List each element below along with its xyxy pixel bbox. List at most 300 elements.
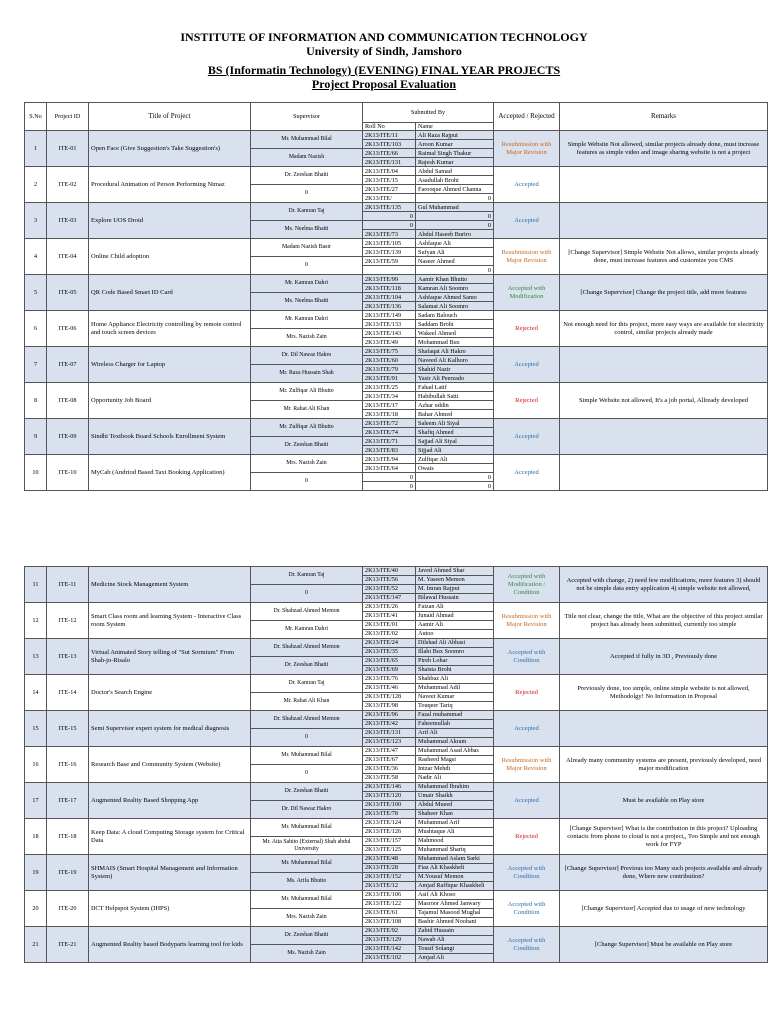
row-co-supervisor: Mr. Rahat Ali Khan xyxy=(251,693,363,711)
student-name: Shafaqat Ali Hakro xyxy=(416,347,494,356)
row-supervisor: Dr. Kamran Taj xyxy=(251,675,363,693)
row-status: Accepted with Condition xyxy=(494,639,560,675)
student-roll-no: 2K13/ITE/99 xyxy=(363,275,416,284)
row-project-title: IICT Helpspot System (IHPS) xyxy=(89,891,251,927)
col-title: Title of Project xyxy=(89,103,251,131)
student-name: Faheemullah xyxy=(416,720,494,729)
row-project-title: Doctor's Search Engine xyxy=(89,675,251,711)
student-name: Zulfiqar Ali xyxy=(416,455,494,464)
row-supervisor: Dr. Kamran Taj xyxy=(251,567,363,585)
row-status: Rejected xyxy=(494,675,560,711)
student-name: Wakeel Ahmed xyxy=(416,329,494,338)
row-supervisor: Mr. Zulfiqar Ali Bhutto xyxy=(251,383,363,401)
row-sno: 1 xyxy=(25,131,47,167)
student-name: Muhammad Aslam Sarki xyxy=(416,855,494,864)
student-name: Gul Muhammad xyxy=(416,203,494,212)
student-name: Nawab Ali xyxy=(416,936,494,945)
student-roll-no: 2K13/ITE/48 xyxy=(363,855,416,864)
student-name: Abdul Samad xyxy=(416,167,494,176)
row-project-title: Smart Class room and learning System - Interactive Class room System xyxy=(89,603,251,639)
student-roll-no: 2K13/ITE/125 xyxy=(363,846,416,855)
student-name: 0 xyxy=(416,221,494,230)
student-name: Junaid Ahmad xyxy=(416,612,494,621)
student-roll-no: 2K13/ITE/35 xyxy=(363,648,416,657)
row-project-title: Virtual Animated Story telling of "Sut Sormium" From Shah-jo-Risalo xyxy=(89,639,251,675)
row-co-supervisor: Mr. Atta Sahito (External) Shah abdul University xyxy=(251,837,363,855)
row-status: Accepted with Condition xyxy=(494,855,560,891)
row-supervisor: Mr. Muhammad Bilal xyxy=(251,819,363,837)
student-roll-no: 2K13/ITE/78 xyxy=(363,810,416,819)
student-roll-no: 2K13/ITE/36 xyxy=(363,765,416,774)
row-project-id: ITE-15 xyxy=(47,711,89,747)
student-roll-no: 2K13/ITE/139 xyxy=(363,248,416,257)
student-name: Abdul Mueed xyxy=(416,801,494,810)
student-name: Nadir Ali xyxy=(416,774,494,783)
row-supervisor: Mr. Muhammad Bilal xyxy=(251,891,363,909)
row-project-title: Augmented Reality based Bodyparts learning tool for kids xyxy=(89,927,251,963)
student-name: Arif Ali xyxy=(416,729,494,738)
row-co-supervisor: Ms. Neelma Bhatti xyxy=(251,221,363,239)
row-supervisor: Dr. Shahzad Ahmed Memon xyxy=(251,603,363,621)
row-project-title: SHMAIS (Smart Hospital Management and Information System) xyxy=(89,855,251,891)
student-name: Aamir Khan Bhutto xyxy=(416,275,494,284)
table-row xyxy=(25,891,768,900)
student-name: Azhar uddin xyxy=(416,401,494,410)
student-name: Shaheer Khan xyxy=(416,810,494,819)
row-sno: 3 xyxy=(25,203,47,239)
student-name: Aamir Ali xyxy=(416,621,494,630)
row-co-supervisor: Mr. Kamran Dahri xyxy=(251,621,363,639)
student-name: M.Yousuf Memon xyxy=(416,873,494,882)
row-co-supervisor: Mr. Rahat Ali Khan xyxy=(251,401,363,419)
student-roll-no: 2K13/ITE/01 xyxy=(363,621,416,630)
row-co-supervisor: Dr. Zeeshan Bhatti xyxy=(251,437,363,455)
row-status: Accepted with Modification xyxy=(494,275,560,311)
table-row xyxy=(25,311,768,320)
row-status: Rejected xyxy=(494,311,560,347)
student-roll-no: 2K13/ITE/105 xyxy=(363,239,416,248)
student-name: Ali Raza Rajput xyxy=(416,131,494,140)
row-project-id: ITE-12 xyxy=(47,603,89,639)
student-roll-no: 2K13/ITE/27 xyxy=(363,185,416,194)
student-name: Saddam Brohi xyxy=(416,320,494,329)
row-remarks xyxy=(560,419,768,455)
row-co-supervisor: 0 xyxy=(251,185,363,203)
row-co-supervisor: Ms. Arifa Bhutto xyxy=(251,873,363,891)
student-roll-no: 2K13/ITE/131 xyxy=(363,729,416,738)
row-project-id: ITE-11 xyxy=(47,567,89,603)
table-row xyxy=(25,819,768,828)
row-supervisor: Dr. Zeeshan Bhatti xyxy=(251,167,363,185)
student-roll-no: 2K13/ITE/66 xyxy=(363,149,416,158)
student-roll-no: 2K13/ITE/157 xyxy=(363,837,416,846)
student-roll-no: 2K13/ITE/59 xyxy=(363,257,416,266)
row-supervisor: Dr. Zeeshan Bhatti xyxy=(251,783,363,801)
student-roll-no: 2K13/ITE/124 xyxy=(363,819,416,828)
row-project-title: Research Base and Community System (Website) xyxy=(89,747,251,783)
student-roll-no: 2K13/ITE/72 xyxy=(363,419,416,428)
student-roll-no: 2K13/ITE/129 xyxy=(363,936,416,945)
row-project-id: ITE-02 xyxy=(47,167,89,203)
student-roll-no: 0 xyxy=(363,482,416,491)
row-supervisor: Mr. Muhammad Bilal xyxy=(251,855,363,873)
table-row xyxy=(25,567,768,576)
row-co-supervisor: Mrs. Nazish Zain xyxy=(251,329,363,347)
row-project-id: ITE-07 xyxy=(47,347,89,383)
col-name: Name xyxy=(416,123,494,131)
student-roll-no: 2K13/ITE/79 xyxy=(363,365,416,374)
row-status: Accepted xyxy=(494,347,560,383)
row-status: Resubmission with Major Revision xyxy=(494,603,560,639)
table-row xyxy=(25,347,768,356)
student-roll-no xyxy=(363,266,416,275)
row-remarks xyxy=(560,203,768,239)
row-status: Accepted with Condition xyxy=(494,927,560,963)
row-project-id: ITE-01 xyxy=(47,131,89,167)
row-project-title: Semi Supervisor expert system for medical diagnosis xyxy=(89,711,251,747)
row-project-title: QR Code Based Smart ID Card xyxy=(89,275,251,311)
student-roll-no: 2K13/ITE/ xyxy=(363,194,416,203)
student-roll-no: 2K13/ITE/122 xyxy=(363,900,416,909)
table-row xyxy=(25,275,768,284)
row-remarks: Not enough need for this project, more easy ways are available for electricity control, similar projects already made xyxy=(560,311,768,347)
table-row xyxy=(25,167,768,176)
student-name: Zahid Hussain xyxy=(416,927,494,936)
row-remarks: [Change Supervisor] Simple Website Not allows, similar projects already done, must increase features and customize you CMS xyxy=(560,239,768,275)
table-row xyxy=(25,603,768,612)
table-row xyxy=(25,383,768,392)
row-project-id: ITE-08 xyxy=(47,383,89,419)
student-roll-no: 2K13/ITE/49 xyxy=(363,338,416,347)
row-status: Resubmission with Major Revision xyxy=(494,239,560,275)
student-roll-no: 0 xyxy=(363,221,416,230)
row-sno: 11 xyxy=(25,567,47,603)
row-status: Rejected xyxy=(494,383,560,419)
student-name: Asadullah Brohi xyxy=(416,176,494,185)
row-supervisor: Mrs. Nazish Zain xyxy=(251,455,363,473)
row-sno: 13 xyxy=(25,639,47,675)
row-status: Accepted xyxy=(494,711,560,747)
student-name: Bilawal Hussain xyxy=(416,594,494,603)
student-roll-no: 0 xyxy=(363,212,416,221)
row-project-id: ITE-03 xyxy=(47,203,89,239)
student-roll-no: 2K13/ITE/26 xyxy=(363,603,416,612)
table-row xyxy=(25,239,768,248)
table-row xyxy=(25,711,768,720)
student-roll-no: 0 xyxy=(363,473,416,482)
row-project-id: ITE-06 xyxy=(47,311,89,347)
student-roll-no: 2K13/ITE/64 xyxy=(363,464,416,473)
table-row xyxy=(25,419,768,428)
student-roll-no: 2K13/ITE/15 xyxy=(363,176,416,185)
student-roll-no: 2K13/ITE/28 xyxy=(363,864,416,873)
university-name: University of Sindh, Jamshoro xyxy=(306,44,462,58)
student-roll-no: 2K13/ITE/34 xyxy=(363,392,416,401)
student-name: Owais xyxy=(416,464,494,473)
student-roll-no: 2K13/ITE/58 xyxy=(363,774,416,783)
row-sno: 21 xyxy=(25,927,47,963)
student-name: Dilshad Ali Abbasi xyxy=(416,639,494,648)
student-name: Tousif Solangi xyxy=(416,945,494,954)
document-header xyxy=(0,30,768,91)
student-name: Tajamul Masood Mughal xyxy=(416,909,494,918)
student-roll-no: 2K13/ITE/118 xyxy=(363,284,416,293)
student-roll-no: 2K13/ITE/152 xyxy=(363,873,416,882)
row-project-title: Procedural Animation of Person Performing Nimaz xyxy=(89,167,251,203)
row-sno: 14 xyxy=(25,675,47,711)
row-co-supervisor: 0 xyxy=(251,765,363,783)
row-supervisor: Dr. Dil Nawaz Hakro xyxy=(251,347,363,365)
student-name: Muhammad Asad Abbas xyxy=(416,747,494,756)
row-status: Accepted xyxy=(494,419,560,455)
row-supervisor: Dr. Shahzad Ahmed Memon xyxy=(251,711,363,729)
row-supervisor: Mr. Kamran Dahri xyxy=(251,311,363,329)
row-project-title: Medicine Stock Management System xyxy=(89,567,251,603)
student-name: Faizan Ali xyxy=(416,603,494,612)
row-project-title: Opportunity Job Board xyxy=(89,383,251,419)
student-name: Shaista Brohi xyxy=(416,666,494,675)
table-row xyxy=(25,639,768,648)
student-roll-no: 2K13/ITE/94 xyxy=(363,455,416,464)
student-roll-no: 2K13/ITE/02 xyxy=(363,630,416,639)
student-name: Touqeer Tariq xyxy=(416,702,494,711)
row-project-title: Online Child adoption xyxy=(89,239,251,275)
student-name: Muhammad Arif xyxy=(416,819,494,828)
table-row xyxy=(25,203,768,212)
row-remarks: Accepted with change, 2) need few modifications, more features 3) should not be simple data entry application 4) simple website not allowed, xyxy=(560,567,768,603)
row-co-supervisor: Ms. Neelma Bhatti xyxy=(251,293,363,311)
student-roll-no: 2K13/ITE/104 xyxy=(363,293,416,302)
row-project-id: ITE-05 xyxy=(47,275,89,311)
row-project-title: Explore UOS Droid xyxy=(89,203,251,239)
row-sno: 5 xyxy=(25,275,47,311)
row-co-supervisor: Dr. Dil Nawaz Hakro xyxy=(251,801,363,819)
student-roll-no: 2K13/ITE/24 xyxy=(363,639,416,648)
row-status: Accepted xyxy=(494,783,560,819)
row-project-title: Sindhi Textbook Board Schools Enrollment System xyxy=(89,419,251,455)
table-row xyxy=(25,783,768,792)
student-name: 0 xyxy=(416,473,494,482)
student-name: Salamat Ali Soomro xyxy=(416,302,494,311)
student-name: Mahmood xyxy=(416,837,494,846)
student-roll-no: 2K13/ITE/04 xyxy=(363,167,416,176)
student-roll-no: 2K13/ITE/123 xyxy=(363,738,416,747)
student-roll-no: 2K13/ITE/69 xyxy=(363,666,416,675)
student-roll-no: 2K13/ITE/47 xyxy=(363,747,416,756)
row-project-id: ITE-17 xyxy=(47,783,89,819)
col-project-id: Project ID xyxy=(47,103,89,131)
row-sno: 7 xyxy=(25,347,47,383)
row-remarks: [Change Supervisor] Change the project title, add more features xyxy=(560,275,768,311)
student-roll-no: 2K13/ITE/61 xyxy=(363,909,416,918)
student-name: Mohammad Bux xyxy=(416,338,494,347)
row-remarks: [Change Supervisor] Previous too Many such projects available and already done, Where new contribution? xyxy=(560,855,768,891)
student-roll-no: 2K13/ITE/106 xyxy=(363,891,416,900)
student-name: Naveed Ali Kalhoro xyxy=(416,356,494,365)
row-sno: 18 xyxy=(25,819,47,855)
table-row xyxy=(25,455,768,464)
student-name: Naveet Kumar xyxy=(416,693,494,702)
row-co-supervisor: 0 xyxy=(251,729,363,747)
col-status: Accepted / Rejected xyxy=(494,103,560,131)
project-table-2 xyxy=(24,566,768,963)
row-project-title: Home Appliance Electricity controlling by remote control and touch screen devices xyxy=(89,311,251,347)
row-project-title: Wireless Charger for Laptop xyxy=(89,347,251,383)
row-status: Accepted with Modification / Condition xyxy=(494,567,560,603)
row-remarks: Title not clear, change the title, What are the objective of this project similar project has already been submitted, currently too simple xyxy=(560,603,768,639)
student-name: Shahid Nazir xyxy=(416,365,494,374)
student-name: Fazal muhammad xyxy=(416,711,494,720)
student-name: Rasheed Magsi xyxy=(416,756,494,765)
program-title: BS (Informatin Technology) (EVENING) FINAL YEAR PROJECTS xyxy=(207,63,561,77)
row-remarks: Already many community systems are present, previously developed, need major modification xyxy=(560,747,768,783)
table-row xyxy=(25,747,768,756)
student-name: 0 xyxy=(416,482,494,491)
student-roll-no: 2K13/ITE/103 xyxy=(363,140,416,149)
student-roll-no: 2K13/ITE/52 xyxy=(363,585,416,594)
student-name: M. Imran Rajput xyxy=(416,585,494,594)
table-row xyxy=(25,855,768,864)
student-roll-no: 2K13/ITE/92 xyxy=(363,927,416,936)
student-roll-no: 2K13/ITE/11 xyxy=(363,131,416,140)
student-roll-no: 2K13/ITE/65 xyxy=(363,657,416,666)
col-roll-no: Roll No xyxy=(363,123,416,131)
student-roll-no: 2K13/ITE/128 xyxy=(363,693,416,702)
row-co-supervisor: Madam Nazish xyxy=(251,149,363,167)
row-project-id: ITE-04 xyxy=(47,239,89,275)
row-remarks: Previously done, too simple, online simple website is not allowed, Methodolgy! No Information in Proposal xyxy=(560,675,768,711)
student-name: Illahi Bux Soomro xyxy=(416,648,494,657)
student-roll-no: 2K13/ITE/143 xyxy=(363,329,416,338)
student-name: Saleem Ali Siyal xyxy=(416,419,494,428)
student-name: Mushtaque Ali xyxy=(416,828,494,837)
student-name: Sijjad Ali xyxy=(416,446,494,455)
col-remarks: Remarks xyxy=(560,103,768,131)
row-remarks: Simple Website not allowed, It's a job portal, Allready developed xyxy=(560,383,768,419)
student-roll-no: 2K13/ITE/135 xyxy=(363,203,416,212)
student-roll-no: 2K13/ITE/120 xyxy=(363,792,416,801)
student-roll-no: 2K13/ITE/136 xyxy=(363,302,416,311)
student-roll-no: 2K13/ITE/100 xyxy=(363,801,416,810)
row-project-id: ITE-16 xyxy=(47,747,89,783)
student-roll-no: 2K13/ITE/146 xyxy=(363,783,416,792)
row-co-supervisor: 0 xyxy=(251,473,363,491)
row-project-id: ITE-19 xyxy=(47,855,89,891)
student-name: Aroon Kumar xyxy=(416,140,494,149)
row-sno: 16 xyxy=(25,747,47,783)
row-co-supervisor: Mr. Raza Hussain Shah xyxy=(251,365,363,383)
row-sno: 12 xyxy=(25,603,47,639)
col-submitted-by: Submitted By xyxy=(363,103,494,123)
student-roll-no: 2K13/ITE/71 xyxy=(363,437,416,446)
student-name: Umair Shaikh xyxy=(416,792,494,801)
student-roll-no: 2K13/ITE/131 xyxy=(363,158,416,167)
student-roll-no: 2K13/ITE/46 xyxy=(363,684,416,693)
row-status: Accepted xyxy=(494,203,560,239)
student-roll-no: 2K13/ITE/12 xyxy=(363,882,416,891)
student-name: Javed Ahmed Shar xyxy=(416,567,494,576)
student-roll-no: 2K13/ITE/96 xyxy=(363,711,416,720)
student-name: Shahbaz Ali xyxy=(416,675,494,684)
row-project-id: ITE-09 xyxy=(47,419,89,455)
row-project-title: Keep Data: A cloud Computing Storage system for Critical Data xyxy=(89,819,251,855)
student-name: Muhammad Shariq xyxy=(416,846,494,855)
row-co-supervisor: Dr. Zeeshan Bhatti xyxy=(251,657,363,675)
row-supervisor: Dr. Zeeshan Bhatti xyxy=(251,927,363,945)
row-project-title: MyCab (Andriod Based Taxi Booking Application) xyxy=(89,455,251,491)
row-remarks: [Change Supervisor] What is the contribution in this project? Uploading contacts from phone to cloud is not a project,, Too Simple and not enough work for FYP xyxy=(560,819,768,855)
student-name: M. Yaseen Memon xyxy=(416,576,494,585)
student-name: Abdul Haseeb Buriro xyxy=(416,230,494,239)
student-roll-no: 2K13/ITE/76 xyxy=(363,675,416,684)
student-name: Yasir Ali Peerzado xyxy=(416,374,494,383)
student-name: Sadam Balouch xyxy=(416,311,494,320)
row-supervisor: Mr. Muhammad Bilal xyxy=(251,131,363,149)
student-name: Habibullah Satti xyxy=(416,392,494,401)
student-name: Rajesh Kumar xyxy=(416,158,494,167)
student-roll-no: 2K13/ITE/83 xyxy=(363,446,416,455)
row-status: Resubmission with Major Revision xyxy=(494,747,560,783)
row-supervisor: Madam Nazish Basir xyxy=(251,239,363,257)
row-status: Rejected xyxy=(494,819,560,855)
row-project-id: ITE-21 xyxy=(47,927,89,963)
student-name: Autoo xyxy=(416,630,494,639)
row-project-id: ITE-14 xyxy=(47,675,89,711)
student-name: Masroor Ahmed Janwary xyxy=(416,900,494,909)
row-remarks xyxy=(560,455,768,491)
student-name: Intzar Mehdi xyxy=(416,765,494,774)
row-co-supervisor: Mrs. Nazish Zain xyxy=(251,909,363,927)
row-project-title: Open Face (Give Suggestion's Take Suggestion's) xyxy=(89,131,251,167)
student-roll-no: 2K13/ITE/42 xyxy=(363,720,416,729)
student-name: Naseer Ahmed xyxy=(416,257,494,266)
table-row xyxy=(25,131,768,140)
row-remarks: [Change Supervisor] Accepted due to usage of new technology xyxy=(560,891,768,927)
student-name: Ashfaque Ali xyxy=(416,239,494,248)
row-project-id: ITE-10 xyxy=(47,455,89,491)
table-row xyxy=(25,927,768,936)
student-roll-no: 2K13/ITE/40 xyxy=(363,567,416,576)
student-name: Muhammad Adil xyxy=(416,684,494,693)
student-roll-no: 2K13/ITE/126 xyxy=(363,828,416,837)
row-remarks xyxy=(560,711,768,747)
student-roll-no: 2K13/ITE/133 xyxy=(363,320,416,329)
row-remarks xyxy=(560,167,768,203)
student-name: Farooque Ahmed Channa xyxy=(416,185,494,194)
row-supervisor: Dr. Shahzad Ahmed Memon xyxy=(251,639,363,657)
student-name: Ashfaque Ahmed Samo xyxy=(416,293,494,302)
row-sno: 10 xyxy=(25,455,47,491)
student-roll-no: 2K13/ITE/147 xyxy=(363,594,416,603)
student-name: Sajjad Ali Siyal xyxy=(416,437,494,446)
student-roll-no: 2K13/ITE/25 xyxy=(363,383,416,392)
student-name: Pireh Lohar xyxy=(416,657,494,666)
student-name: Amjad Ali xyxy=(416,954,494,963)
row-co-supervisor: 0 xyxy=(251,257,363,275)
row-sno: 20 xyxy=(25,891,47,927)
student-roll-no: 2K13/ITE/74 xyxy=(363,428,416,437)
row-supervisor: Mr. Muhammad Bilal xyxy=(251,747,363,765)
student-roll-no: 2K13/ITE/98 xyxy=(363,702,416,711)
student-name: Fiaz Ali Khaskheli xyxy=(416,864,494,873)
row-remarks: Accepted if fully in 3D , Previously done xyxy=(560,639,768,675)
row-remarks: Must be available on Play store xyxy=(560,783,768,819)
student-roll-no: 2K13/ITE/149 xyxy=(363,311,416,320)
row-project-id: ITE-20 xyxy=(47,891,89,927)
row-project-id: ITE-18 xyxy=(47,819,89,855)
student-name: 0 xyxy=(416,212,494,221)
student-name: Fahad Latif xyxy=(416,383,494,392)
